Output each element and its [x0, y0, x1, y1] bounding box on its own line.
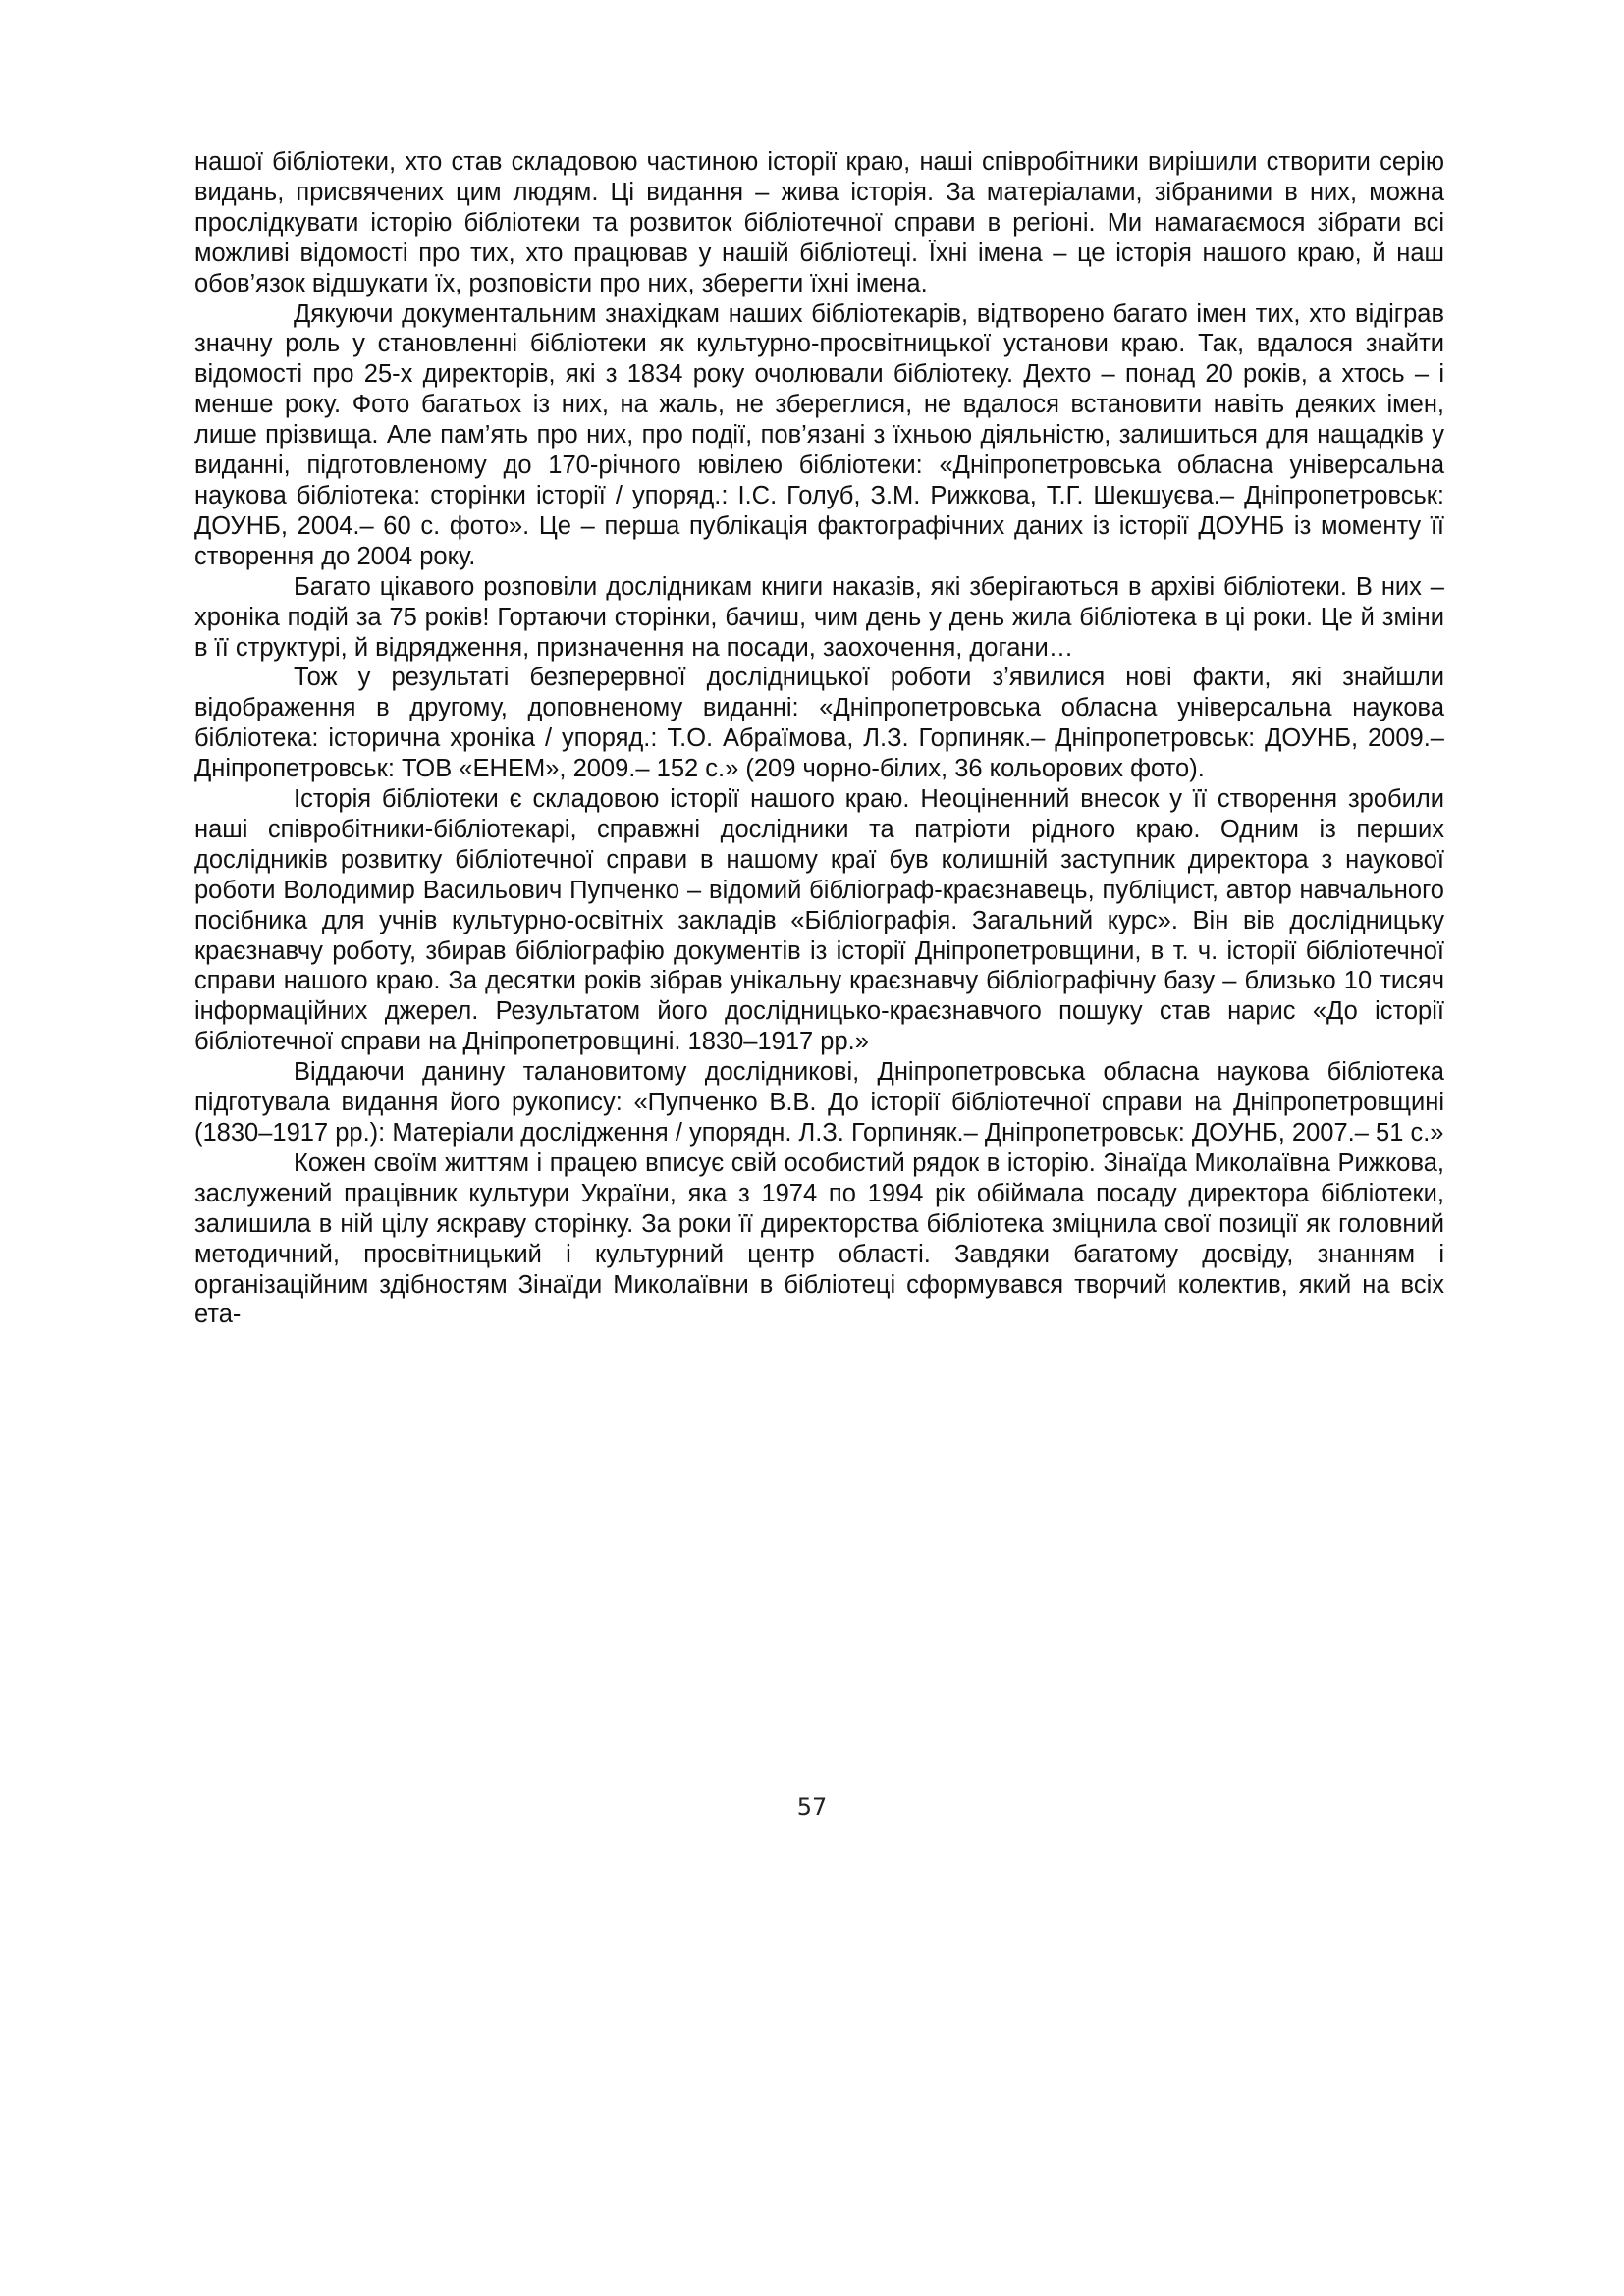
paragraph-2: Дякуючи документальним знахідкам наших бібліотекарів, відтворено багато імен тих, хто відіграв значну роль у становленні бібліотеки як культурно-просвітницької установи краю. Так, вдалося знайти відомості про 25-х директорів, які з 1834 року очолювали бібліотеку. Дехто – понад 20 років, а хтось – і менше року. Фото багатьох із них, на жаль, не збереглися, не вдалося встановити навіть деяких імен, лише прізвища. Але пам’ять про них, про події, пов’язані з їхньою діяльністю, залишиться для нащадків у виданні, підготовленому до 170-річного ювілею бібліотеки: «Дніпропетровська обласна універсальна наукова бібліотека: сторінки історії / упоряд.: І.С. Голуб, З.М. Рижкова, Т.Г. Шекшуєва.– Дніпропетровськ: ДОУНБ, 2004.– 60 с. фото». Це – перша публікація фактографічних даних із історії ДОУНБ із моменту її створення до 2004 року. [194, 299, 1444, 570]
paragraph-1: нашої бібліотеки, хто став складовою частиною історії краю, наші співробітники вирішили створити серію видань, присвячених цим людям. Ці видання – жива історія. За матеріалами, зібраними в них, можна прослідкувати історію бібліотеки та розвиток бібліотечної справи в регіоні. Ми намагаємося зібрати всі можливі відомості про тих, хто працював у нашій бібліотеці. Їхні імена – це історія нашого краю, й наш обов’язок відшукати їх, розповісти про них, зберегти їхні імена. [194, 148, 1444, 297]
paragraph-6: Віддаючи данину талановитому дослідникові, Дніпропетровська обласна наукова бібліотека підготувала видання його рукопису: «Пупченко В.В. До історії бібліотечної справи на Дніпропетровщині (1830–1917 рр.): Матеріали дослідження / упорядн. Л.З. Горпиняк.– Дніпропетровськ: ДОУНБ, 2007.– 51 с.» [194, 1058, 1444, 1147]
body-text [194, 147, 1444, 1330]
paragraph-5: Історія бібліотеки є складовою історії нашого краю. Неоціненний внесок у її створення зробили наші співробітники-бібліотекарі, справжні дослідники та патріоти рідного краю. Одним із перших дослідників розвитку бібліотечної справи в нашому краї був колишній заступник директора з наукової роботи Володимир Васильович Пупченко – відомий бібліограф-краєзнавець, публіцист, автор навчального посібника для учнів культурно-освітніх закладів «Бібліографія. Загальний курс». Він вів дослідницьку краєзнавчу роботу, збирав бібліографію документів із історії Дніпропетровщини, в т. ч. історії бібліотечної справи нашого краю. За десятки років зібрав унікальну краєзнавчу бібліографічну базу – близько 10 тисяч інформаційних джерел. Результатом його дослідницько-краєзнавчого пошуку став нарис «До історії бібліотечної справи на Дніпропетровщині. 1830–1917 рр.» [194, 785, 1444, 1056]
paragraph-7: Кожен своїм життям і працею вписує свій особистий рядок в історію. Зінаїда Миколаївна Рижкова, заслужений працівник культури України, яка з 1974 по 1994 рік обіймала посаду директора бібліотеки, залишила в ній цілу яскраву сторінку. За роки її директорства бібліотека зміцнила свої позиції як головний методичний, просвітницький і культурний центр області. Завдяки багатому досвіду, знанням і організаційним здібностям Зінаїди Миколаївни в бібліотеці сформувався творчий колектив, який на всіх ета- [194, 1148, 1444, 1329]
page-number: 57 [796, 1793, 828, 1821]
paragraph-3: Багато цікавого розповіли дослідникам книги наказів, які зберігаються в архіві бібліотеки. В них – хроніка подій за 75 років! Гортаючи сторінки, бачиш, чим день у день жила бібліотека в ці роки. Це й зміни в її структурі, й відрядження, призначення на посади, заохочення, догани… [194, 572, 1444, 662]
paragraph-4: Тож у результаті безперервної дослідницької роботи з’явилися нові факти, які знайшли відображення в другому, доповненому виданні: «Дніпропетровська обласна універсальна наукова бібліотека: історична хроніка / упоряд.: Т.О. Абраїмова, Л.З. Горпиняк.– Дніпропетровськ: ДОУНБ, 2009.– Дніпропетровськ: ТОВ «ЕНЕМ», 2009.– 152 с.» (209 чорно-білих, 36 кольорових фото). [194, 664, 1444, 783]
